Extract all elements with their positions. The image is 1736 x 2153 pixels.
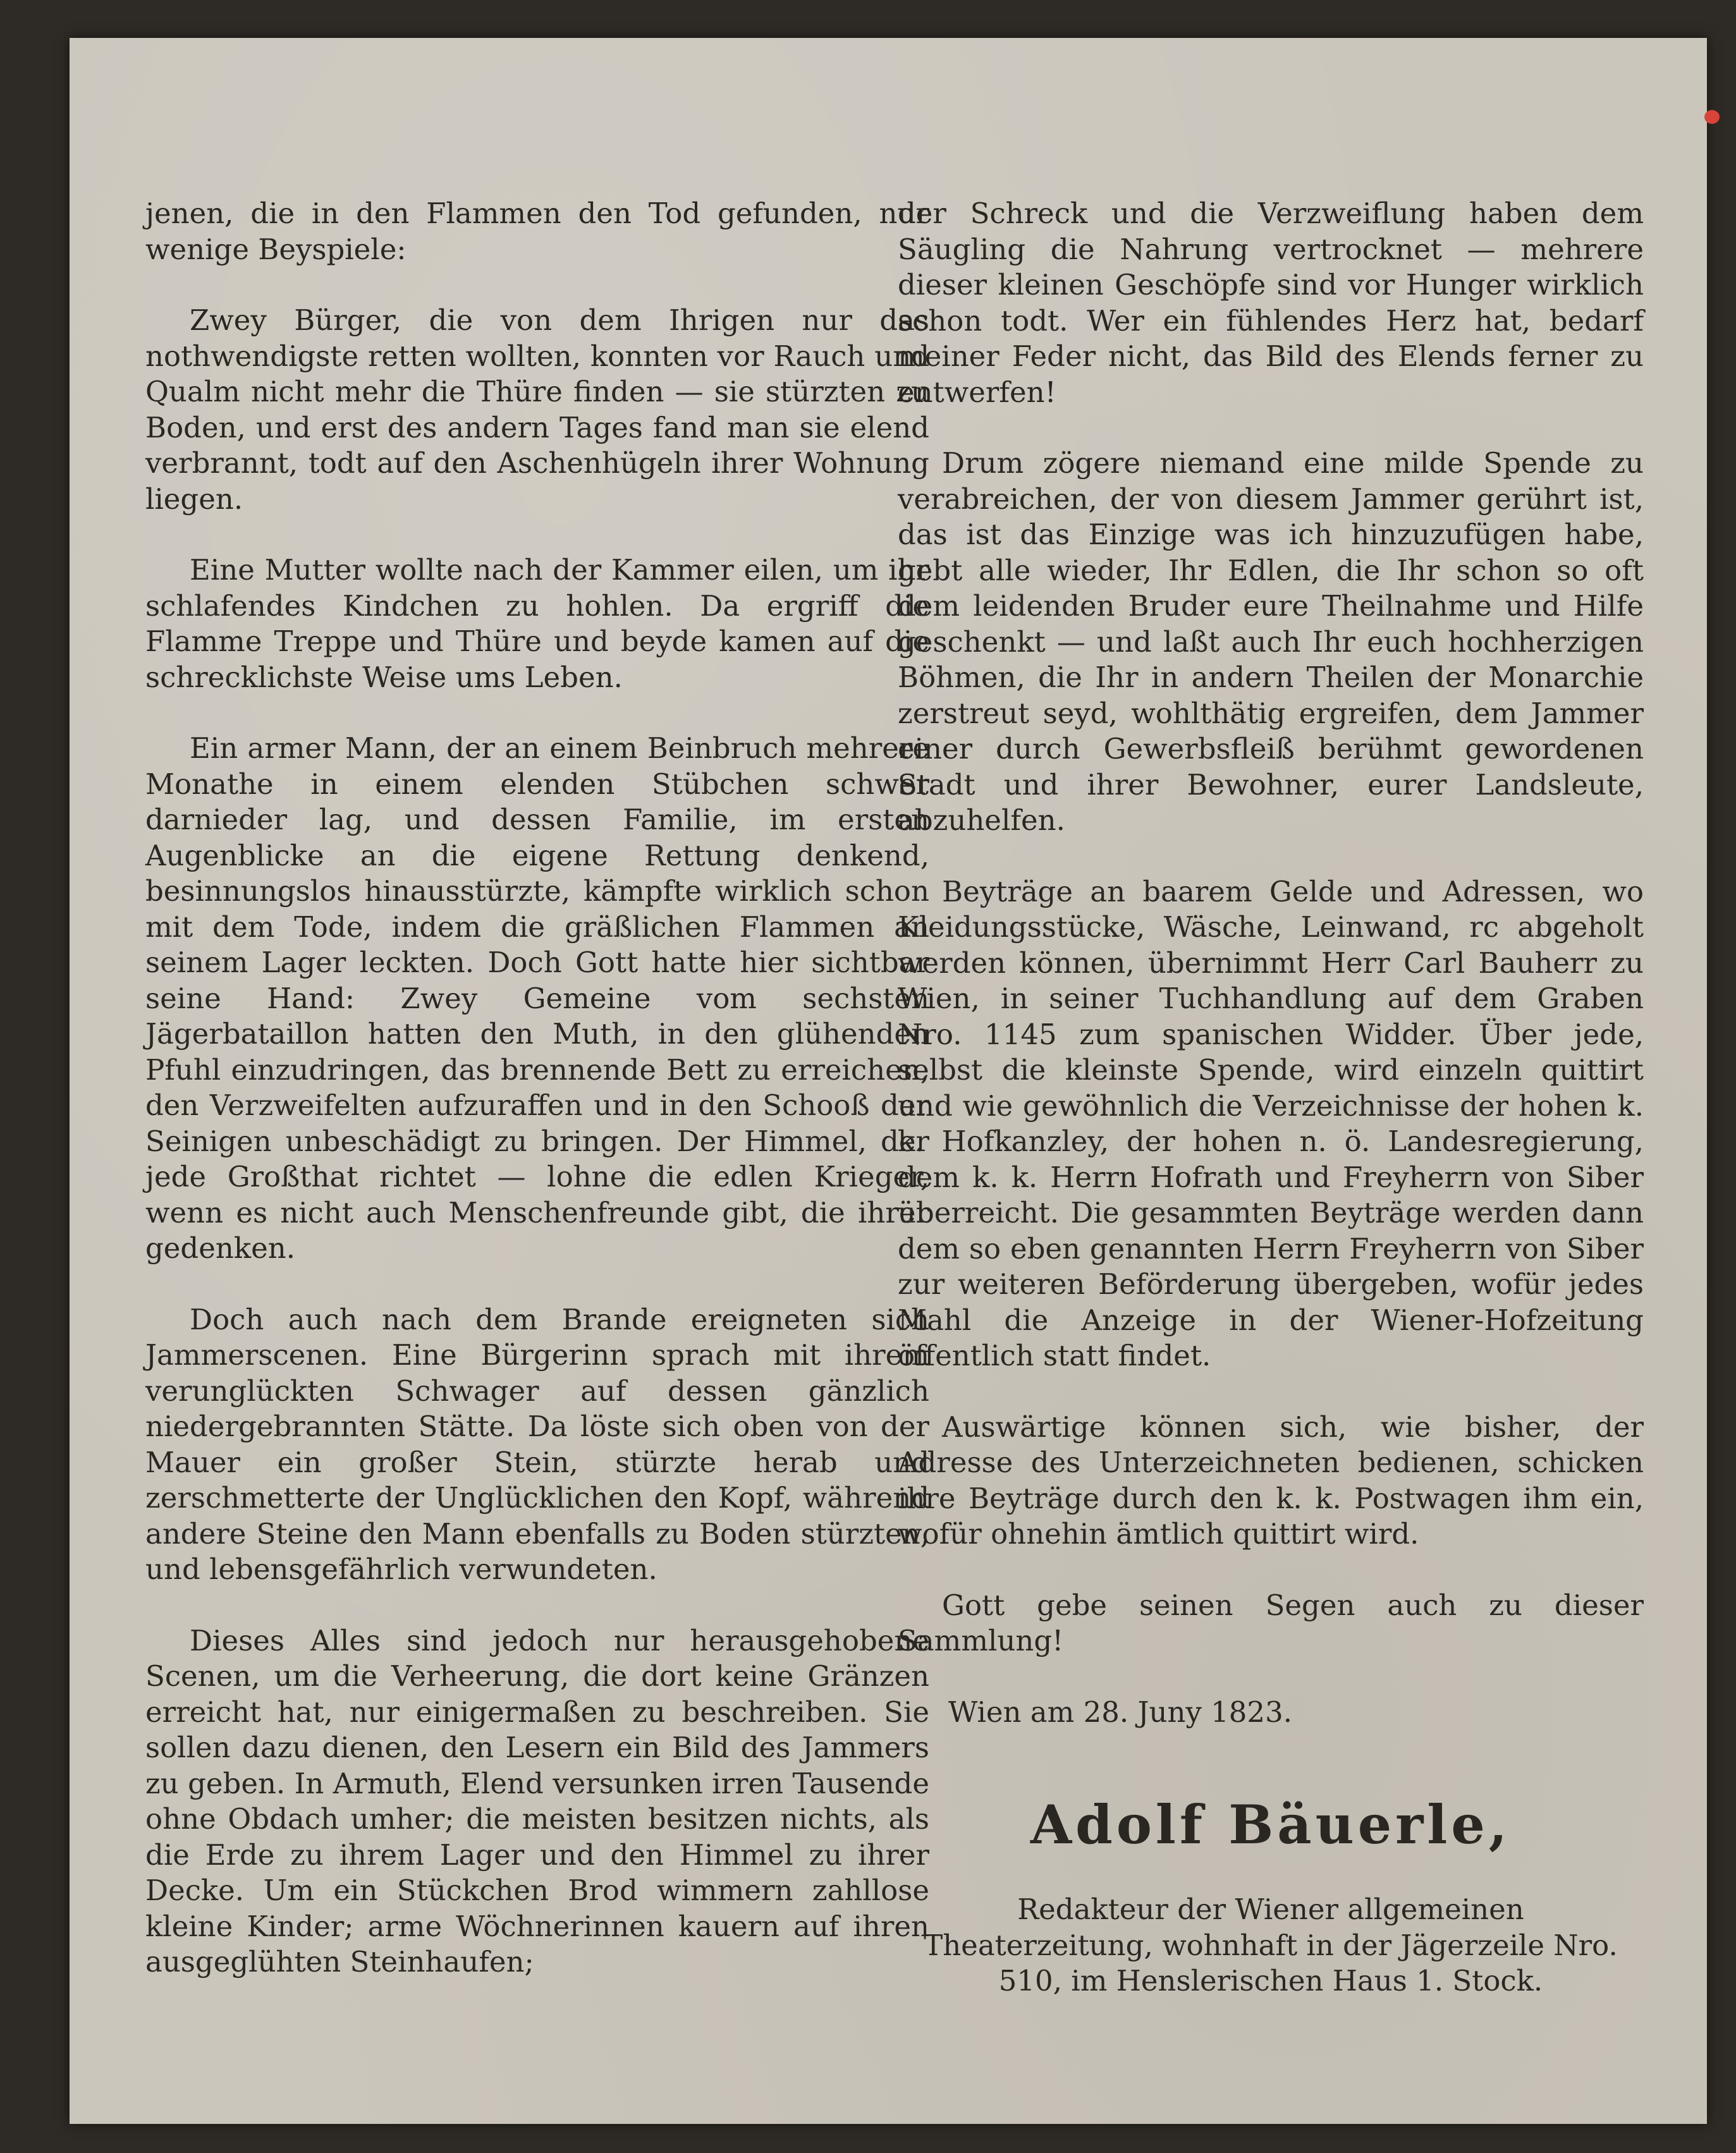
paragraph: Drum zögere niemand eine milde Spende zu verabreichen, der von diesem Jammer gerührt ist, das ist das Einzige was ich hinzuzufügen habe, gebt alle wieder, Ihr Edlen, die Ihr schon so oft dem leidenden Bruder eure Theilnahme und Hilfe geschenkt — und laßt auch Ihr euch hochherzigen Böhmen, die Ihr in andern Theilen der Monarchie zerstreut seyd, wohlthätig ergreifen, dem Jammer einer durch Gewerbsfleiß berühmt gewordenen Stadt und ihrer Bewohner, eurer Landsleute, abzuhelfen. <box>898 446 1644 837</box>
paragraph: Ein armer Mann, der an einem Beinbruch mehrere Monathe in einem elenden Stübchen schwer darnieder lag, und dessen Familie, im ersten Augenblicke an die eigene Rettung denkend, besinnungslos hinausstürzte, kämpfte wirklich schon mit dem Tode, indem die gräßlichen Flammen an seinem Lager leckten. Doch Gott hatte hier sichtbar seine Hand: Zwey Gemeine vom sechsten Jägerbataillon hatten den Muth, in den glühenden Pfuhl einzudringen, das brennende Bett zu erreichen, den Verzweifelten aufzuraffen und in den Schooß der Seinigen unbeschädigt zu bringen. Der Himmel, der jede Großthat richtet — lohne die edlen Krieger, wenn es nicht auch Menschenfreunde gibt, die ihrer gedenken. <box>145 731 929 1265</box>
signature: Adolf Bäuerle, <box>1030 1793 1512 1856</box>
dateline: Wien am 28. Juny 1823. <box>948 1695 1292 1729</box>
paragraph: Zwey Bürger, die von dem Ihrigen nur das nothwendigste retten wollten, konnten vor Rauch und Qualm nicht mehr die Thüre finden — sie stürzten zu Boden, und erst des andern Tages fand man sie elend verbrannt, todt auf den Aschenhügeln ihrer Wohnung liegen. <box>145 303 929 516</box>
paragraph: Eine Mutter wollte nach der Kammer eilen, um ihr schlafendes Kindchen zu hohlen. Da ergriff die Flamme Treppe und Thüre und beyde kamen auf die schrecklichste Weise ums Leben. <box>145 553 929 694</box>
paragraph: jenen, die in den Flammen den Tod gefunden, nur wenige Beyspiele: <box>145 197 929 266</box>
red-ink-mark <box>1704 110 1720 124</box>
paragraph: Beyträge an baarem Gelde und Adressen, wo Kleidungsstücke, Wäsche, Leinwand, rc abgeholt werden können, übernimmt Herr Carl Bauherr zu Wien, in seiner Tuchhandlung auf dem Graben Nro. 1145 zum spanischen Widder. Über jede, selbst die kleinste Spende, wird einzeln quittirt und wie gewöhnlich die Verzeichnisse der hohen k. k. Hofkanzley, der hohen n. ö. Landesregierung, dem k. k. Herrn Hofrath und Freyherrn von Siber überreicht. Die gesammten Beyträge werden dann dem so eben genannten Herrn Freyherrn von Siber zur weiteren Beförderung übergeben, wofür jedes Mahl die Anzeige in der Wiener-Hofzeitung öffentlich statt findet. <box>898 874 1644 1372</box>
document-page <box>70 38 1707 2124</box>
editor-note: Redakteur der Wiener allgemeinen Theaterzeitung, wohnhaft in der Jägerzeile Nro. 510, im Henslerischen Haus 1. Stock. <box>924 1893 1618 1997</box>
paragraph: Doch auch nach dem Brande ereigneten sich Jammerscenen. Eine Bürgerinn sprach mit ihrem verunglückten Schwager auf dessen gänzlich niedergebrannten Stätte. Da löste sich oben von der Mauer ein großer Stein, stürzte herab und zerschmetterte der Unglücklichen den Kopf, während andere Steine den Mann ebenfalls zu Boden stürzten, und lebensgefährlich verwundeten. <box>145 1302 929 1586</box>
paragraph: der Schreck und die Verzweiflung haben dem Säugling die Nahrung vertrocknet — mehrere dieser kleinen Geschöpfe sind vor Hunger wirklich schon todt. Wer ein fühlendes Herz hat, bedarf meiner Feder nicht, das Bild des Elends ferner zu entwerfen! <box>898 197 1644 409</box>
right-column <box>898 196 1644 1999</box>
paragraph: Auswärtige können sich, wie bisher, der Adresse des Unterzeichneten bedienen, schicken ihre Beyträge durch den k. k. Postwagen ihm ein, wofür ohnehin ämtlich quittirt wird. <box>898 1410 1644 1551</box>
left-column <box>145 196 929 2016</box>
paragraph: Dieses Alles sind jedoch nur herausgehobene Scenen, um die Verheerung, die dort keine Gränzen erreicht hat, nur einigermaßen zu beschreiben. Sie sollen dazu dienen, den Lesern ein Bild des Jammers zu geben. In Armuth, Elend versunken irren Tausende ohne Obdach umher; die meisten besitzen nichts, als die Erde zu ihrem Lager und den Himmel zu ihrer Decke. Um ein Stückchen Brod wimmern zahllose kleine Kinder; arme Wöchnerinnen kauern auf ihren ausgeglühten Steinhaufen; <box>145 1623 929 1979</box>
paragraph: Gott gebe seinen Segen auch zu dieser Sammlung! <box>898 1588 1644 1657</box>
